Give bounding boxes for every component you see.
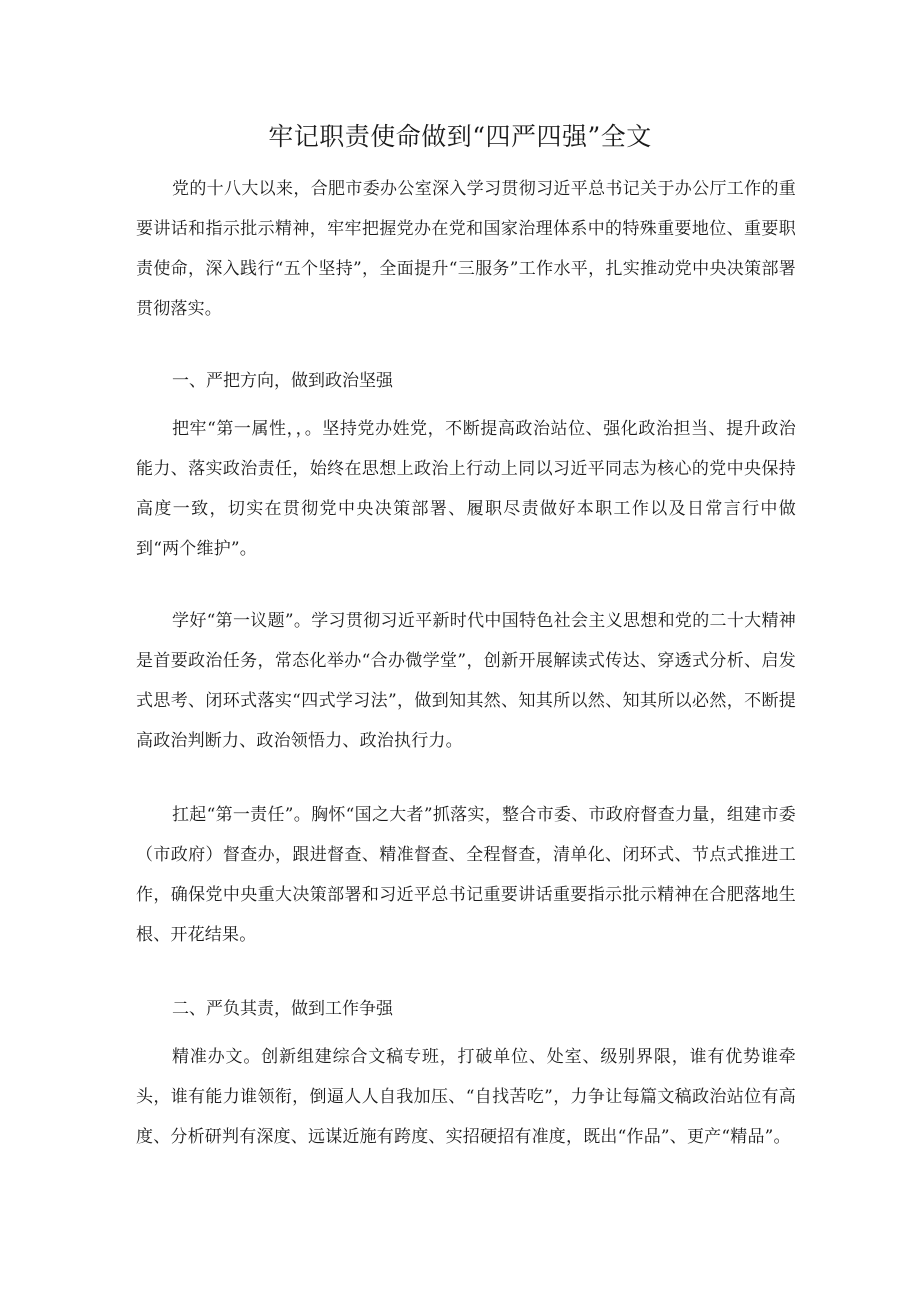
section-heading-2: 二、严负其责，做到工作争强: [172, 999, 393, 1019]
document-title: 牢记职责使命做到“四严四强”全文: [268, 122, 652, 151]
section-heading-1: 一、严把方向，做到政治坚强: [172, 371, 393, 391]
intro-paragraph: 党的十八大以来，合肥市委办公室深入学习贯彻习近平总书记关于办公厅工作的重要讲话和指示批示精神，牢牢把握党办在党和国家治理体系中的特殊重要地位、重要职责使命，深入践行“五个坚持”，全面提升“三服务”工作水平，扎实推动党中央决策部署贯彻落实。: [136, 179, 796, 319]
section1-paragraph-2: 学好“第一议题”。学习贯彻习近平新时代中国特色社会主义思想和党的二十大精神是首要政治任务，常态化举办“合办微学堂”，创新开展解读式传达、穿透式分析、启发式思考、闭环式落实“四式学习法”，做到知其然、知其所以然、知其所以必然，不断提高政治判断力、政治领悟力、政治执行力。: [136, 611, 796, 751]
section1-paragraph-1: 把牢“第一属性，，。坚持党办姓党，不断提高政治站位、强化政治担当、提升政治能力、落实政治责任，始终在思想上政治上行动上同以习近平同志为核心的党中央保持高度一致，切实在贯彻党中央决策部署、履职尽责做好本职工作以及日常言行中做到“两个维护”。: [136, 419, 796, 559]
section1-paragraph-3: 扛起“第一责任”。胸怀“国之大者”抓落实，整合市委、市政府督查力量，组建市委（市政府）督查办，跟进督查、精准督查、全程督查，清单化、闭环式、节点式推进工作，确保党中央重大决策部署和习近平总书记重要讲话重要指示批示精神在合肥落地生根、开花结果。: [136, 805, 796, 945]
section2-paragraph-1: 精准办文。创新组建综合文稿专班，打破单位、处室、级别界限，谁有优势谁牵头，谁有能力谁领衔，倒逼人人自我加压、“自找苦吃”，力争让每篇文稿政治站位有高度、分析研判有深度、远谋近施有跨度、实招硬招有准度，既出“作品”、更产“精品”。: [136, 1047, 796, 1147]
